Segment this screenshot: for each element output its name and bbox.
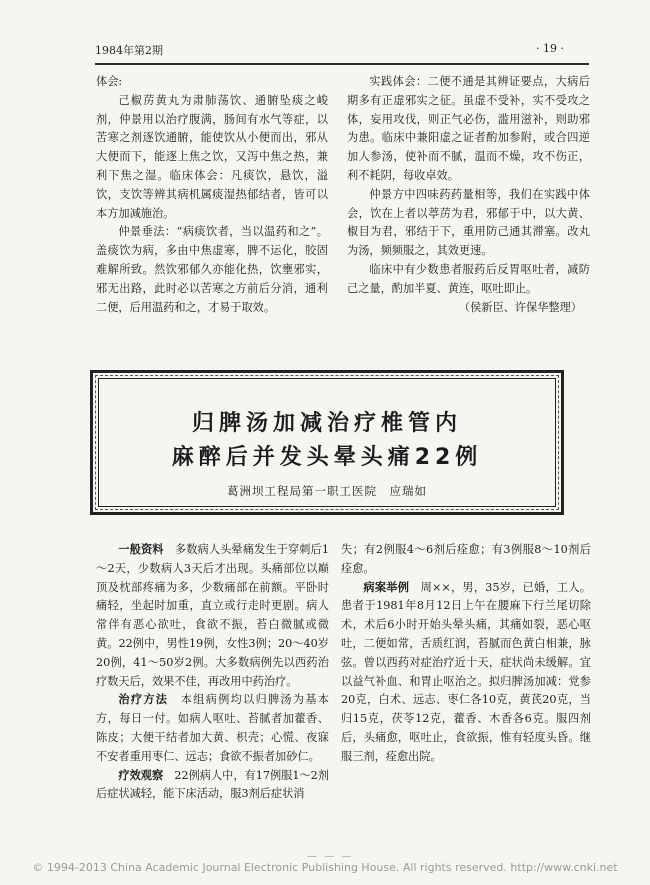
method-text: 本组病例均以归脾汤为基本方，每日一付。如病人呕吐、苔腻者加藿香、陈皮；大便干结者加大黄、枳壳；心慌、夜寐不安者重用枣仁、远志；食欲不振者加砂仁。 xyxy=(96,693,329,763)
paragraph: 实践体会：二便不通是其辨证要点，大病后期多有正虚邪实之征。虽虚不受补，实不受攻之体，妄用攻伐，则正气必伤，滥用滋补，则助邪为患。临床中兼阳虚之证者酌加参附，或合四逆加人参汤，使补而不腻，温而不燥，攻不伤正，利不耗阴，每收卓效。 xyxy=(347,75,590,182)
result-section xyxy=(96,767,329,805)
result-label: 疗效观察 xyxy=(118,768,164,782)
top-left-column xyxy=(96,73,328,317)
header-rule xyxy=(95,63,589,65)
bottom-right-column xyxy=(341,541,591,767)
copyright-footer: © 1994-2013 China Academic Journal Electronic Publishing House. All rights reserved. http://www.cnki.net xyxy=(32,861,618,874)
case-section xyxy=(341,579,591,767)
paragraph: 己椒苈黄丸为肃肺荡饮、通腑坠痰之峻剂，仲景用以治疗腹满，肠间有水气等症，以苦寒之剂逐饮通腑，能使饮从小便而出，邪从大便而下，能逐上焦之饮，又泻中焦之热，兼利下焦之湿。临床体会：凡痰饮，悬饮，溢饮，支饮等辨其病机属痰湿热郁结者，皆可以本方加减施治。 xyxy=(96,93,328,220)
journal-issue: 1984年第2期 xyxy=(95,44,163,57)
paragraph: 临床中有少数患者服药后反胃呕吐者，减防己之量，酌加半夏、黄连，呕吐即止。 xyxy=(347,262,590,295)
case-text: 周××，男，35岁，已婚，工人。患者于1981年8月12日上午在腰麻下行兰尾切除术，术后6小时开始头晕头痛，其痛如裂，恶心呕吐，二便如常，舌质红润，苔腻而色黄白相兼，脉弦。曾以西药对症治疗近十天，症状尚未缓解。宜以益气补血、和胃止呕治之。拟归脾汤加减：党参20克，白术、远志、枣仁各10克，黄芪20克，当归15克，茯苓12克，藿香、木香各6克。服四剂后，头痛愈，呕吐止，食欲振，惟有轻度头昏。继服三剂，痊愈出院。 xyxy=(341,580,591,763)
top-right-column xyxy=(347,73,590,317)
general-text: 多数病人头晕痛发生于穿刺后1～2天，少数病人3天后才出现。头痛部位以巅顶及枕部疼痛为多，少数痛部在前额。平卧时痛轻，坐起时加重，直立或行走时更剧。病人常伴有恶心欲吐，食欲不振，苔白微腻或微黄。22例中，男性19例，女性3例；20～40岁20例，41～50岁2例。大多数病例先以西药治疗数天后，效果不佳，再改用中药治疗。 xyxy=(96,543,329,688)
article-title-box xyxy=(90,370,564,515)
article-title-line-2: 麻醉后并发头晕头痛22例 xyxy=(171,445,483,470)
author-byline: 葛洲坝工程局第一职工医院 应瑞如 xyxy=(227,484,427,498)
paragraph: 仲景垂法：“病痰饮者，当以温药和之”。盖痰饮为病，多由中焦虚寒，脾不运化，胶固难解所致。然饮邪郁久亦能化热，饮壅邪实，邪无出路，此时必以苦寒之方前后分消，通利二便，后用温药和之，才易于取效。 xyxy=(96,225,328,314)
page-bottom-marks: — — — xyxy=(307,851,354,862)
editor-signature: （侯新臣、许保华整理） xyxy=(458,300,582,314)
result-text: 22例病人中，有17例服1～2剂后症状减轻，能下床活动，服3剂后症状消 xyxy=(96,768,329,801)
case-label: 病案举例 xyxy=(363,580,410,594)
general-section xyxy=(96,541,329,691)
result-continued: 失；有2例服4～6剂后痊愈；有3例服8～10剂后痊愈。 xyxy=(341,543,591,575)
article-title-line-1: 归脾汤加减治疗椎管内 xyxy=(191,411,462,436)
method-section xyxy=(96,691,329,766)
title-box-inner-border xyxy=(98,378,556,507)
bottom-left-column xyxy=(96,541,329,804)
paragraph: 仲景方中四味药药量相等，我们在实践中体会，饮在上者以葶苈为君，邪郁于中，以大黄、椒目为君，邪结于下，重用防己通其滞塞。改丸为汤，频频服之，其效更速。 xyxy=(347,187,590,258)
paragraph: 体会: xyxy=(96,75,123,88)
method-label: 治疗方法 xyxy=(118,693,169,707)
page-number: · 19 · xyxy=(536,42,564,55)
general-label: 一般资料 xyxy=(118,543,164,556)
